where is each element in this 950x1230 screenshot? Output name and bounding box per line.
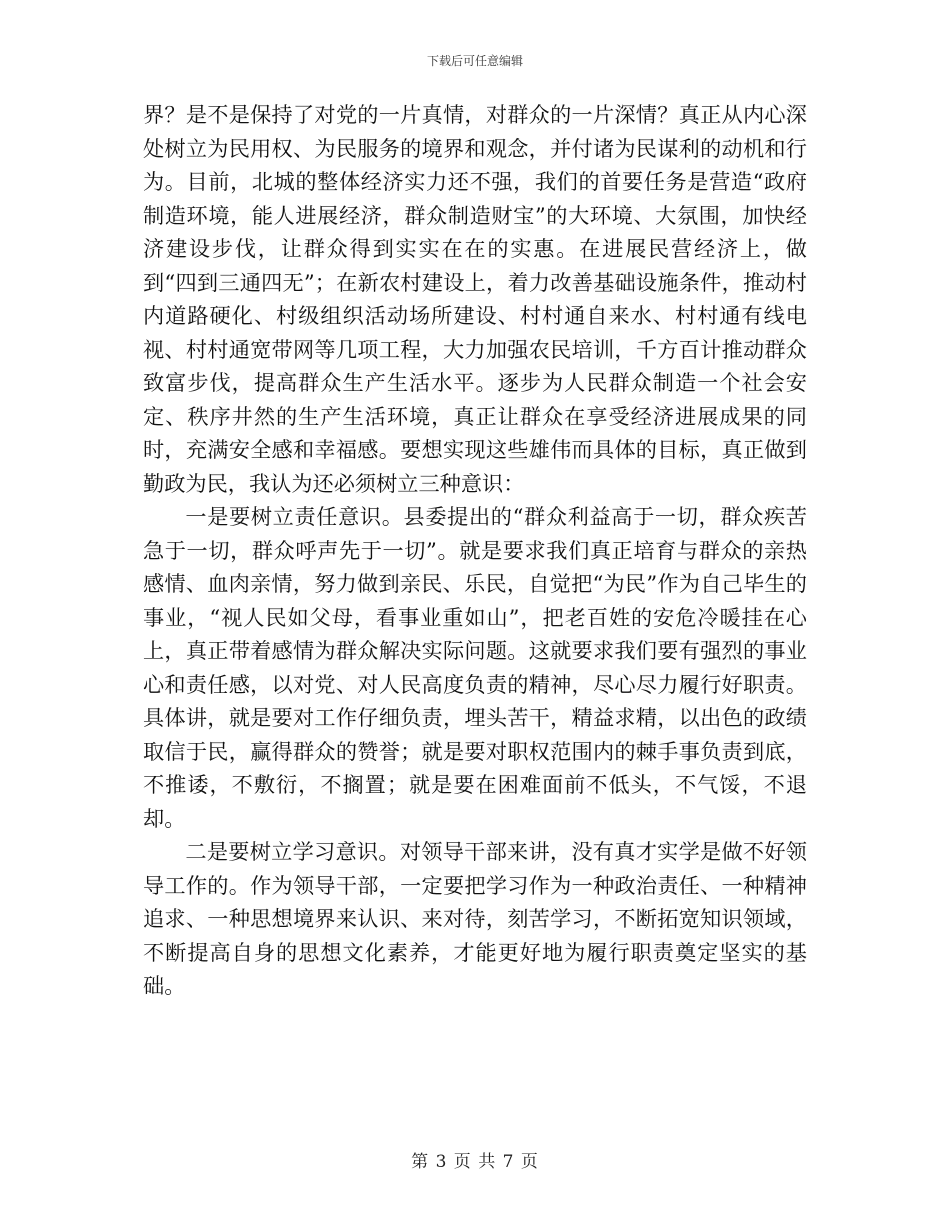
- page-header: 下载后可任意编辑: [426, 54, 523, 68]
- document-body: [143, 98, 807, 1003]
- paragraph-learning: 二是要树立学习意识。对领导干部来讲，没有真才实学是做不好领导工作的。作为领导干部，一定要把学习作为一种政治责任、一种精神追求、一种思想境界来认识、来对待，刻苦学习，不断拓宽知识领域，不断提高自身的思想文化素养，才能更好地为履行职责奠定坚实的基础。: [143, 839, 807, 998]
- page-number: 第 3 页 共 7 页: [411, 1152, 539, 1172]
- paragraph-continuation: 界？是不是保持了对党的一片真情，对群众的一片深情？真正从内心深处树立为民用权、为民服务的境界和观念，并付诸为民谋利的动机和行为。目前，北城的整体经济实力还不强，我们的首要任务是营造“政府制造环境，能人进展经济，群众制造财宝”的大环境、大氛围，加快经济建设步伐，让群众得到实实在在的实惠。在进展民营经济上，做到“四到三通四无”；在新农村建设上，着力改善基础设施条件，推动村内道路硬化、村级组织活动场所建设、村村通自来水、村村通有线电视、村村通宽带网等几项工程，大力加强农民培训，千方百计推动群众致富步伐，提高群众生产生活水平。逐步为人民群众制造一个社会安定、秩序井然的生产生活环境，真正让群众在享受经济进展成果的同时，充满安全感和幸福感。要想实现这些雄伟而具体的目标，真正做到勤政为民，我认为还必须树立三种意识：: [143, 102, 807, 496]
- paragraph-responsibility: 一是要树立责任意识。县委提出的“群众利益高于一切，群众疾苦急于一切，群众呼声先于一切”。就是要求我们真正培育与群众的亲热感情、血肉亲情，努力做到亲民、乐民，自觉把“为民”作为自己毕生的事业，“视人民如父母，看事业重如山”，把老百姓的安危冷暖挂在心上，真正带着感情为群众解决实际问题。这就要求我们要有强烈的事业心和责任感，以对党、对人民高度负责的精神，尽心尽力履行好职责。具体讲，就是要对工作仔细负责，埋头苦干，精益求精，以出色的政绩取信于民，赢得群众的赞誉；就是要对职权范围内的棘手事负责到底，不推诿，不敷衍，不搁置；就是要在困难面前不低头，不气馁，不退却。: [143, 504, 807, 831]
